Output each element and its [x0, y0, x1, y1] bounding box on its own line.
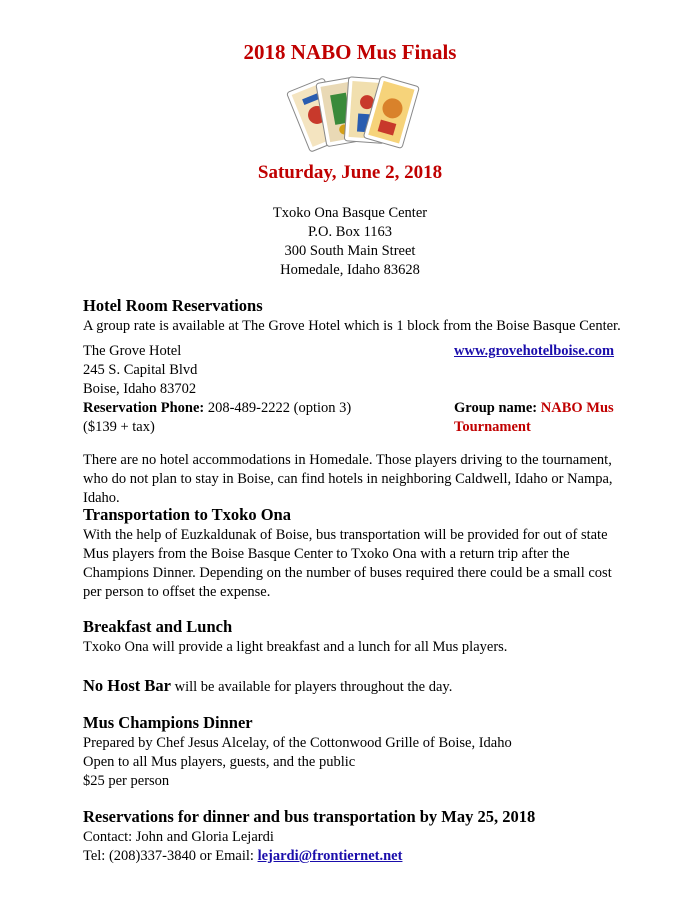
reservations-contact: Contact: John and Gloria Lejardi: [83, 829, 274, 845]
hotel-city: Boise, Idaho 83702: [83, 381, 197, 397]
transport-section: [83, 505, 623, 602]
reservations-tel: Tel: (208)337-3840 or Email:: [83, 848, 258, 864]
dinner-audience: Open to all Mus players, guests, and the public: [83, 754, 356, 770]
transport-heading: Transportation to Txoko Ona: [83, 505, 291, 524]
hotel-group-row: [454, 399, 683, 437]
playing-cards-image: [280, 72, 420, 158]
hotel-street: 245 S. Capital Blvd: [83, 362, 198, 378]
hotel-website-row: [454, 342, 614, 361]
dinner-chef: Prepared by Chef Jesus Alcelay, of the Cottonwood Grille of Boise, Idaho: [83, 735, 512, 751]
venue-po-box: P.O. Box 1163: [307, 224, 393, 240]
meals-section: [83, 617, 643, 657]
hotel-details: [83, 342, 683, 437]
bar-heading: No Host Bar: [83, 676, 171, 695]
reservations-section: [83, 807, 683, 866]
venue-street: 300 South Main Street: [284, 243, 416, 259]
bar-section: [83, 676, 643, 697]
group-name-value: NABO Mus Tournament: [454, 400, 614, 435]
meals-heading: Breakfast and Lunch: [83, 617, 233, 636]
reservations-email-link[interactable]: lejardi@frontiernet.net: [257, 848, 403, 864]
transport-text: With the help of Euzkaldunak of Boise, bus transportation will be provided for out of state Mus players from the Boise Basque Center to Txoko Ona with a return trip after the Champions Dinner. Depending on the number of buses required there could be a small cost per person to offset the expense.: [83, 527, 612, 600]
hotel-name: The Grove Hotel: [83, 343, 182, 359]
hotel-phone-value: 208-489-2222 (option 3): [204, 400, 352, 416]
bar-text: will be available for players throughout the day.: [171, 679, 453, 695]
venue-city: Homedale, Idaho 83628: [280, 262, 420, 278]
venue-name: Txoko Ona Basque Center: [272, 205, 428, 221]
reservations-tel-row: [83, 847, 683, 866]
hotel-phone-label: Reservation Phone:: [83, 400, 205, 416]
hotel-intro: A group rate is available at The Grove Hotel which is 1 block from the Boise Basque Center.: [83, 318, 621, 334]
reservations-heading: Reservations for dinner and bus transportation by May 25, 2018: [83, 807, 536, 826]
hotel-heading: Hotel Room Reservations: [83, 296, 263, 315]
hotel-note: There are no hotel accommodations in Homedale. Those players driving to the tournament, who do not plan to stay in Boise, can find hotels in neighboring Caldwell, Idaho or Nampa, Idaho.: [83, 452, 613, 506]
hotel-website-link[interactable]: www.grovehotelboise.com: [454, 343, 615, 359]
event-date: Saturday, June 2, 2018: [257, 162, 443, 183]
meals-text: Txoko Ona will provide a light breakfast and a lunch for all Mus players.: [83, 639, 508, 655]
hotel-rate: ($139 + tax): [83, 419, 155, 435]
venue-address: [0, 204, 700, 280]
page-title: 2018 NABO Mus Finals: [243, 40, 457, 64]
dinner-price: $25 per person: [83, 773, 170, 789]
dinner-section: [83, 713, 643, 791]
dinner-heading: Mus Champions Dinner: [83, 713, 253, 732]
hotel-section: [83, 296, 643, 336]
group-name-label: Group name:: [454, 400, 541, 416]
